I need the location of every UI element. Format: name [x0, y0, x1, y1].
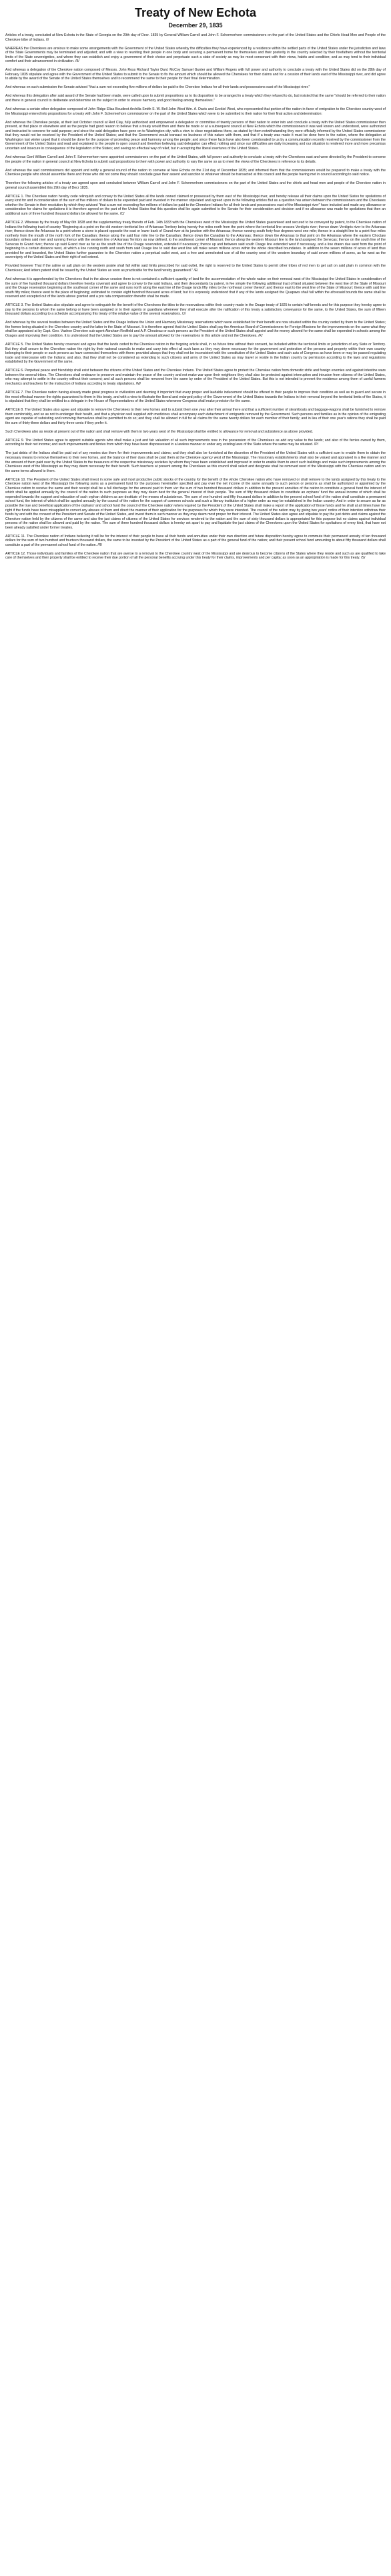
treaty-paragraph: ARTICLE 9. The United States agree to appoint suitable agents who shall make a just and fair valuation of all such improvements now in the possession of the Cherokees as add any value to the lands; and also of the ferries owned by them, according to their net income; and such improvements and ferries from which they have been dispossessed in a lawless manner or under any existing laws of the State where the same may be situated. /P/: [5, 438, 386, 447]
treaty-paragraph: Articles of a treaty, concluded at New Echota in the State of Georgia on the 29th day of Decr. 1835 by General William Carroll and John F. Schermerhorn commissioners on the part of the United States and the Chiefs Head Men and People of the Cherokee tribe of Indians. /I/: [5, 33, 386, 42]
treaty-paragraph: Provided however That if the saline or salt plain on the western prairie shall fall within said limits prescribed for said outlet, the right is reserved to the United States to permit other tribes of red men to get salt on said plain in common with the Cherokees; And letters patent shall be issued by the United States as soon as practicable for the land hereby guaranteed." /E/: [5, 264, 386, 273]
treaty-paragraph: And whereas a delegation of the Cherokee nation composed of Messrs. John Ross Richard Taylor Danl. McCoy Samuel Gunter and William Rogers with full power and authority to conclude a treaty with the United States did on the 28th day of February 1835 stipulate and agree with the Government of the United States to submit to the Senate to fix the amount which should be allowed the Cherokees for their claims and for a cession of their lands east of the Mississippi river, and did agree to abide by the award of the Senate of the United States themselves and to recommend the same to their people for their final determination.: [5, 68, 386, 81]
treaty-paragraph: And whereas this delegation after said award of the Senate had been made, were called upon to submit propositions as to its disposition to be arranged in a treaty which they refused to do, but insisted that the same "should be referred to their nation and there in general council to deliberate and determine on the subject in order to ensure harmony and good feeling among themselves.": [5, 94, 386, 103]
treaty-paragraph: ARTICLE 2. Whereas by the treaty of May 6th 1828 and the supplementary treaty thereto of Feb. 14th 1833 with the Cherokees west of the Mississippi the United States guaranteed and secured to be conveyed by patent, to the Cherokee nation of Indians the following tract of country "Beginning at a point on the old western territorial line of Arkansas Territory being twenty-five miles north from the point where the territorial line crosses Verdigris river; thence down Verdigris river to the Arkansas river; thence down the Arkansas to a point where a stone is placed opposite the east or lower bank of Grand river at its junction with the Arkansas; thence running south forty-four degrees west one mile; thence in a straight line to a point four miles northerly from the mouth of the north fork of the Canadian; thence along the said four mile line to the Canadian; thence down the Canadian to the Arkansas; thence down the Arkansas to that point on the Arkansas where the eastern Choctaw boundary strikes said river and running thence with the western line of Arkansas Territory as now defined, to the southwest corner of Missouri; thence along the western Missouri line to the land assigned the Senecas; thence on the south line of the Senecas to Grand river; thence up said Grand river as far as the south line of the Osage reservation, extended if necessary; thence up and between said south Osage line extended west if necessary, and a line drawn due west from the point of beginning to a certain distance west, at which a line running north and south from said Osage line to said due west line will make seven millions acres within the whole described boundaries. In addition to the seven millions of acres of land thus provided for and bounded, the United States further guarantee to the Cherokee nation a perpetual outlet west, and a free and unmolested use of all the country west of the western boundary of said seven millions of acres, as far west as the sovereignty of the United States and their right of soil extend.: [5, 221, 386, 260]
treaty-paragraph: ARTICLE 6. Perpetual peace and friendship shall exist between the citizens of the United States and the Cherokee Indians. The United States agree to protect the Cherokee nation from domestic strife and foreign enemies and against intestine wars between the several tribes. The Cherokees shall endeavor to preserve and maintain the peace of the country and not make war upon their neighbors they shall also be protected against interruption and intrusion from citizens of the United States, who may attempt to settle in the country without their consent; and all such persons shall be removed from the same by order of the President of the United States. But this is not intended to prevent the residence among them of useful farmers mechanics and teachers for the instruction of Indians according to treaty stipulations. /M/: [5, 369, 386, 386]
treaty-paragraph: ARTICLE 8. The United States also agree and stipulate to remove the Cherokees to their new homes and to subsist them one year after their arrival there and that a sufficient number of steamboats and baggage-wagons shall be furnished to remove them comfortably, and so as not to endanger their health, and that a physician well supplied with medicines shall accompany each detachment of emigrants removed by the Government. Such persons and families as in the opinion of the emigrating agent are capable of subsisting and removing themselves shall be permitted to do so; and they shall be allowed in full for all claims for the same twenty dollars for each member of their family; and in lieu of their one year's rations they shall be paid the sum of thirty-three dollars and thirty-three cents if they prefer it.: [5, 408, 386, 425]
treaty-paragraph: WHEREAS the Cherokees are anxious to make some arrangements with the Government of the United States whereby the difficulties they have experienced by a residence within the settled parts of the United States under the jurisdiction and laws of the State Governments may be terminated and adjusted; and with a view to reuniting their people in one body and securing a permanent home for themselves and their posterity in the country selected by their forefathers without the territorial limits of the State sovereignties, and where they can establish and enjoy a government of their choice and perpetuate such a state of society as may be most consonant with their views, habits and condition; and as may tend to their individual comfort and their advancement in civilization. /II/: [5, 46, 386, 64]
treaty-paragraph: ARTICLE 10. The President of the United States shall invest in some safe and most productive public stocks of the country for the benefit of the whole Cherokee nation who have removed or shall remove to the lands assigned by this treaty to the Cherokee nation west of the Mississippi the following sums as a permanent fund for the purposes hereinafter specified and pay over the net income of the same annually to such person or persons as shall be authorized or appointed by the Cherokee nation to receive the same and their receipt shall be a full discharge for the amount paid to them viz: the sum of two hundred thousand dollars in addition to the present annuities of the nation to constitute a general fund the interest of which shall be applied annually by the council of the nation to such purposes as they may deem best for the general interest of their people. The sum of fifty thousand dollars to constitute an orphans' fund the annual income of which shall be expended towards the support and education of such orphan children as are destitute of the means of subsistence. The sum of one hundred and fifty thousand dollars in addition to the present school fund of the nation shall constitute a permanent school fund, the interest of which shall be applied annually by the council of the nation for the support of common schools and such a literary institution of a higher order as may be established in the Indian country. And in order to secure as far as possible the true and beneficial application of the orphans' and school fund the council of the Cherokee nation when required by the President of the United States shall make a report of the application of those funds and he shall at all times have the right if the funds have been misapplied to correct any abuses of them and direct the manner of their application for the purposes for which they were intended. The council of the nation may by giving two years' notice of their intention withdraw their funds by and with the consent of the President and Senate of the United States, and invest them in such manner as they may deem most proper for their interest. The United States also agree and stipulate to pay the just debts and claims against the Cherokee nation held by the citizens of the same and also the just claims of citizens of the United States for services rendered to the nation and the sum of sixty thousand dollars is appropriated for this purpose but no claims against individual persons of the nation shall be allowed and paid by the nation. The sum of three hundred thousand dollars is hereby set apart to pay and liquidate the just claims of the Cherokees upon the United States for spoliations of every kind, that have not been already satisfied under former treaties.: [5, 477, 386, 530]
page-title: Treaty of New Echota: [134, 6, 257, 19]
treaty-paragraph: ARTICLE 3. The United States also stipulate and agree to extinguish for the benefit of the Cherokees the titles to the reservations within their country made in the Osage treaty of 1825 to certain half-breeds and for this purpose they hereby agree to pay to the persons to whom the same belong or have been assigned or to their agents or guardians whenever they shall execute after the ratification of this treaty a satisfactory conveyance for the same, to the United States, the sum of fifteen thousand dollars according to a schedule accompanying this treaty of the relative value of the several reservations. /J/: [5, 303, 386, 317]
treaty-paragraph: And whereas by the several treaties between the United States and the Osage Indians the Union and Harmony Missionary reservations which were established for their benefit are now situated within the country ceded by them to the United States; the former being situated in the Cherokee country and the latter in the State of Missouri. It is therefore agreed that the United States shall pay the American Board of Commissioners for Foreign Missions for the improvements on the same what they shall be appraised at by Capt. Geo. Vashon Cherokee sub-agent Abraham Redfield and A.P. Chouteau or such persons as the President of the United States shall appoint and the money allowed for the same shall be expended in schools among the Osages and improving their condition. It is understood that the United States are to pay the amount allowed for the reservations in this article and not the Cherokees. /K/: [5, 321, 386, 339]
treaty-paragraph: And whereas the Cherokee people, at their last October council at Red Clay, fully authorized and empowered a delegation or committee of twenty persons of their nation to enter into and conclude a treaty with the United States commissioner then present, at that place or elsewhere and as the people had good reason to believe that a treaty would then and there be made or at a subsequent council at New Echota which the commissioners it was well known and understood, were authorized and instructed to convene for said purpose; and since the said delegation have gone on to Washington city, with a view to close negotiations there, as stated by them notwithstanding they were officially informed by the United States commissioner that they would not be received by the President of the United States; and that the Government would transact no business of this nature with them, and that if a treaty was made it must be done here in the nation, where the delegation at Washington last winter urged that it should be done for the purpose of promoting peace and harmony among the people; and since these facts have also been corroborated to us by a communication recently received by the commissioner from the Government of the United States and read and explained to the people in open council and therefore believing said delegation can effect nothing and since our difficulties are daily increasing and our situation is rendered more and more precarious uncertain and insecure in consequence of the legislation of the States; and seeing no effectual way of relief, but in accepting the liberal overtures of the United States.: [5, 120, 386, 151]
treaty-paragraph: And whereas it is apprehended by the Cherokees that in the above cession there is not contained a sufficient quantity of land for the accommodation of the whole nation on their removal west of the Mississippi the United States in consideration of the sum of five hundred thousand dollars therefore hereby covenant and agree to convey to the said Indians, and their descendants by patent, in fee simple the following additional tract of land situated between the west line of the State of Missouri and the Osage reservation beginning at the southeast corner of the same and runs north along the east line of the Osage lands fifty miles to the northeast corner thereof; and thence east to the west line of the State of Missouri; thence with said line south fifty miles; thence west to the place of beginning; estimated to contain eight hundred thousand acres of land; but it is expressly understood that if any of the lands assigned the Quapaws shall fall within the aforesaid bounds the same shall be reserved and excepted out of the lands above granted and a pro rata compensation therefor shall be made.: [5, 277, 386, 299]
treaty-paragraph: ARTICLE 5. The United States hereby covenant and agree that the lands ceded to the Cherokee nation in the forgoing article shall, in no future time without their consent, be included within the territorial limits or jurisdiction of any State or Territory. But they shall secure to the Cherokee nation the right by their national councils to make and carry into effect all such laws as they may deem necessary for the government and protection of the persons and property within their own country belonging to their people or such persons as have connected themselves with them: provided always that they shall not be inconsistent with the constitution of the United States and such acts of Congress as have been or may be passed regulating trade and intercourse with the Indians; and also, that they shall not be considered as extending to such citizens and army of the United States as may travel or reside in the Indian country by permission according to the laws and regulations established by the Government of the same.: [5, 343, 386, 365]
treaty-paragraph: And whereas on such submission the Senate advised "that a sum not exceeding five millions of dollars be paid to the Cherokee Indians for all their lands and possessions east of the Mississippi river.": [5, 85, 310, 90]
treaty-paragraph: ARTICLE 1. The Cherokee nation hereby cede relinquish and convey to the United States all the lands owned claimed or possessed by them east of the Mississippi river, and hereby release all their claims upon the United States for spoliations of every kind for and in consideration of the sum of five millions of dollars to be expended paid and invested in the manner stipulated and agreed upon in the following articles But as a question has arisen between the commissioners and the Cherokees whether the Senate in their resolution by which they advised "that a sum not exceeding five millions of dollars be paid to the Cherokee Indians for all their lands and possessions east of the Mississippi river" have included and made any allowance or consideration for claims for spoliations it is therefore agreed on the part of the United States that this question shall be again submitted to the Senate for their consideration and decision and if no allowance was made for spoliations that then an additional sum of three hundred thousand dollars be allowed for the same. /C/: [5, 194, 386, 216]
treaty-paragraph: ARTICLE 11. The Cherokee nation of Indians believing it will be for the interest of their people to have all their funds and annuities under their own direction and future disposition hereby agree to commute their permanent annuity of ten thousand dollars for the sum of two hundred and fourteen thousand dollars, the same to be invested by the President of the United States as a part of the general fund of the nation; and their present school fund amounting to about fifty thousand dollars shall constitute a part of the permanent school fund of the nation. /R/: [5, 534, 386, 547]
treaty-paragraph: And whereas a certain other delegation composed of John Ridge Elias Boudinot Archilla Smith S. W. Bell John West Wm. A. Davis and Ezekiel West, who represented that portion of the nation in favor of emigration to the Cherokee country west of the Mississippi entered into propositions for a treaty with John F. Schermerhorn commissioner on the part of the United States which were to be submitted to their nation for their final action and determination:: [5, 107, 386, 116]
treaty-paragraph: Therefore the following articles of a treaty are agreed upon and concluded between William Carroll and John F. Schermerhorn commissioners on the part of the United States and the chiefs and head men and people of the Cherokee nation in general council assembled this 29th day of Decr 1835.: [5, 181, 386, 190]
treaty-paragraph: And whereas Genl William Carroll and John F. Schermerhorn were appointed commissioners on the part of the United States, with full power and authority to conclude a treaty with the Cherokees east and were directed by the President to convene the people of the nation in general council at New Echota to submit said propositions to them with power and authority to vary the same so as to meet the views of the Cherokees in reference to its details.: [5, 155, 386, 164]
treaty-body: [5, 33, 386, 561]
treaty-paragraph: The just debts of the Indians shall be paid out of any monies due them for their improvements and claims; and they shall also be furnished at the discretion of the President of the United States with a sufficient sum to enable them to obtain the necessary means to remove themselves to their new homes, and the balance of their dues shall be paid them at the Cherokee agency west of the Mississippi. The missionary establishments shall also be valued and appraised in a like manner and the amount of them paid over by the United States to the treasurers of the respective missionary societies by whom they have been established and improved in order to enable them to erect such buildings and make such improvements among the Cherokees west of the Mississippi as they may deem necessary for their benefit. Such teachers at present among the Cherokees as this council shall select and designate shall be removed west of the Mississippi with the Cherokee nation and on the same terms allowed to them.: [5, 451, 386, 473]
treaty-paragraph: ARTICLE 12. Those individuals and families of the Cherokee nation that are averse to a removal to the Cherokee country west of the Mississippi and are desirous to become citizens of the States where they reside and such as are qualified to take care of themselves and their property shall be entitled to receive their due portion of all the personal benefits accruing under this treaty for their claims, improvements and per capita; as soon as an appropriation is made for this treaty. /S/: [5, 551, 386, 561]
treaty-date: December 29, 1835: [168, 22, 223, 29]
treaty-paragraph: Such Cherokees also as reside at present out of the nation and shall remove with them in two years west of the Mississippi shall be entitled to allowance for removal and subsistence as above provided.: [5, 429, 314, 434]
treaty-paragraph: ARTICLE 7. The Cherokee nation having already made great progress in civilization and deeming it important that every proper and laudable inducement should be offered to their people to improve their condition as well as to guard and secure in the most effectual manner the rights guaranteed to them in this treaty, and with a view to illustrate the liberal and enlarged policy of the Government of the United States towards the Indians in their removal beyond the territorial limits of the States, it is stipulated that they shall be entitled to a delegate in the House of Representatives of the United States whenever Congress shall make provision for the same.: [5, 391, 386, 404]
treaty-paragraph: And whereas the said commissioners did appoint and notify a general council of the nation to convene at New Echota on the 21st day of December 1835; and informed them that the commissioners would be prepared to make a treaty with the Cherokee people who should assemble there and those who did not come they should conclude gave their assent and sanction to whatever should be transacted at this council and the people having met in council according to said notice.: [5, 168, 386, 177]
